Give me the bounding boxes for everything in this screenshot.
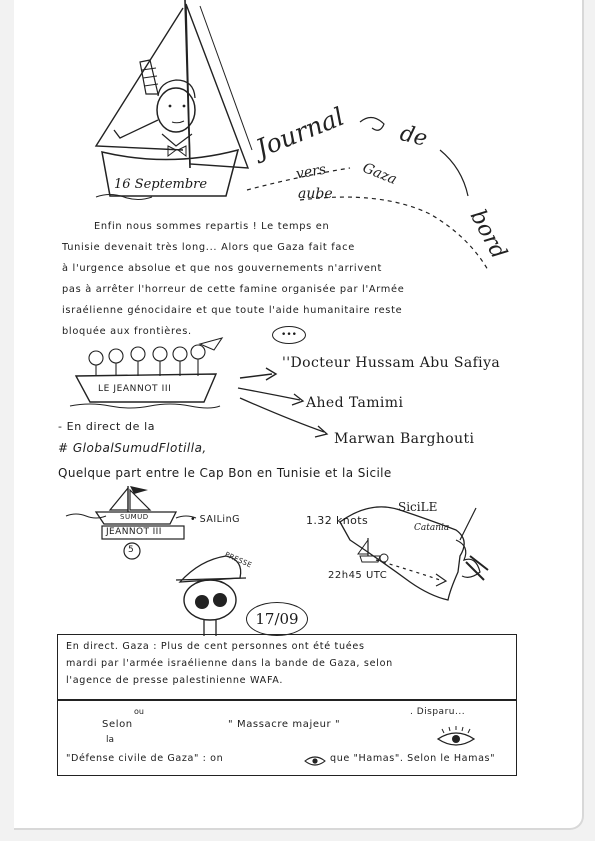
- intro-line: Enfin nous sommes repartis ! Le temps en: [94, 221, 330, 232]
- boat-banner-sumud: SUMUD: [120, 513, 149, 521]
- presse-label: PRESSE: [223, 550, 254, 570]
- news-line: En direct. Gaza : Plus de cent personnes ont été tuées: [66, 641, 365, 652]
- sources-box: [57, 700, 517, 776]
- live-line-1: - En direct de la: [58, 420, 156, 433]
- route-vers: vers: [294, 161, 328, 183]
- live-hashtag: # GlobalSumudFlotilla,: [58, 441, 207, 455]
- intro-line: pas à arrêter l'horreur de cette famine organisée par l'Armée: [62, 284, 405, 295]
- date-bubble: 17/09: [246, 602, 308, 636]
- title-journal: Journal: [251, 101, 349, 164]
- route-gaza: Gaza: [360, 159, 399, 189]
- massacre-quote: " Massacre majeur ": [228, 719, 341, 730]
- title-de: de: [397, 121, 430, 152]
- selon-label: Selon: [102, 719, 133, 730]
- intro-line: à l'urgence absolue et que nos gouvernements n'arrivent: [62, 263, 383, 274]
- que-hamas: que "Hamas". Selon le Hamas": [330, 753, 496, 764]
- live-location: Quelque part entre le Cap Bon en Tunisie et la Sicile: [58, 466, 392, 480]
- selon-la: la: [106, 735, 115, 745]
- name-barghouti: Marwan Barghouti: [334, 431, 475, 447]
- map-time: 22h45 UTC: [328, 570, 388, 581]
- title-bord: bord: [464, 205, 512, 264]
- map-catania: Catania: [414, 523, 450, 533]
- disparu-label: . Disparu...: [410, 707, 466, 717]
- boat-number: 5: [128, 545, 134, 555]
- defense-civile: "Défense civile de Gaza" : on: [66, 753, 224, 764]
- route-aube: aube: [298, 186, 333, 202]
- news-line: l'agence de presse palestinienne WAFA.: [66, 675, 284, 686]
- news-line: mardi par l'armée israélienne dans la bande de Gaza, selon: [66, 658, 393, 669]
- intro-line: israélienne génocidaire et que toute l'aide humanitaire reste: [62, 305, 403, 316]
- sailing-label: • SAILinG: [190, 514, 240, 525]
- date-label: 16 Septembre: [114, 177, 208, 192]
- intro-line: Tunisie devenait très long... Alors que Gaza fait face: [62, 242, 355, 253]
- map-sicile: SiciLE: [398, 500, 438, 514]
- name-safiya: ''Docteur Hussam Abu Safiya: [282, 355, 501, 371]
- ellipsis-bubble: •••: [272, 326, 306, 344]
- selon-ou: ou: [134, 707, 144, 716]
- intro-line: bloquée aux frontières.: [62, 326, 192, 337]
- small-eye-icon: [304, 755, 326, 767]
- name-tamimi: Ahed Tamimi: [306, 395, 404, 411]
- boat-name-label: LE JEANNOT III: [98, 384, 172, 394]
- journal-page: [14, 0, 584, 830]
- news-box: [57, 634, 517, 700]
- boat-name-jeannot: JEANNOT III: [106, 527, 162, 537]
- eye-icon: [436, 729, 476, 749]
- map-speed: 1.32 knots: [306, 514, 369, 527]
